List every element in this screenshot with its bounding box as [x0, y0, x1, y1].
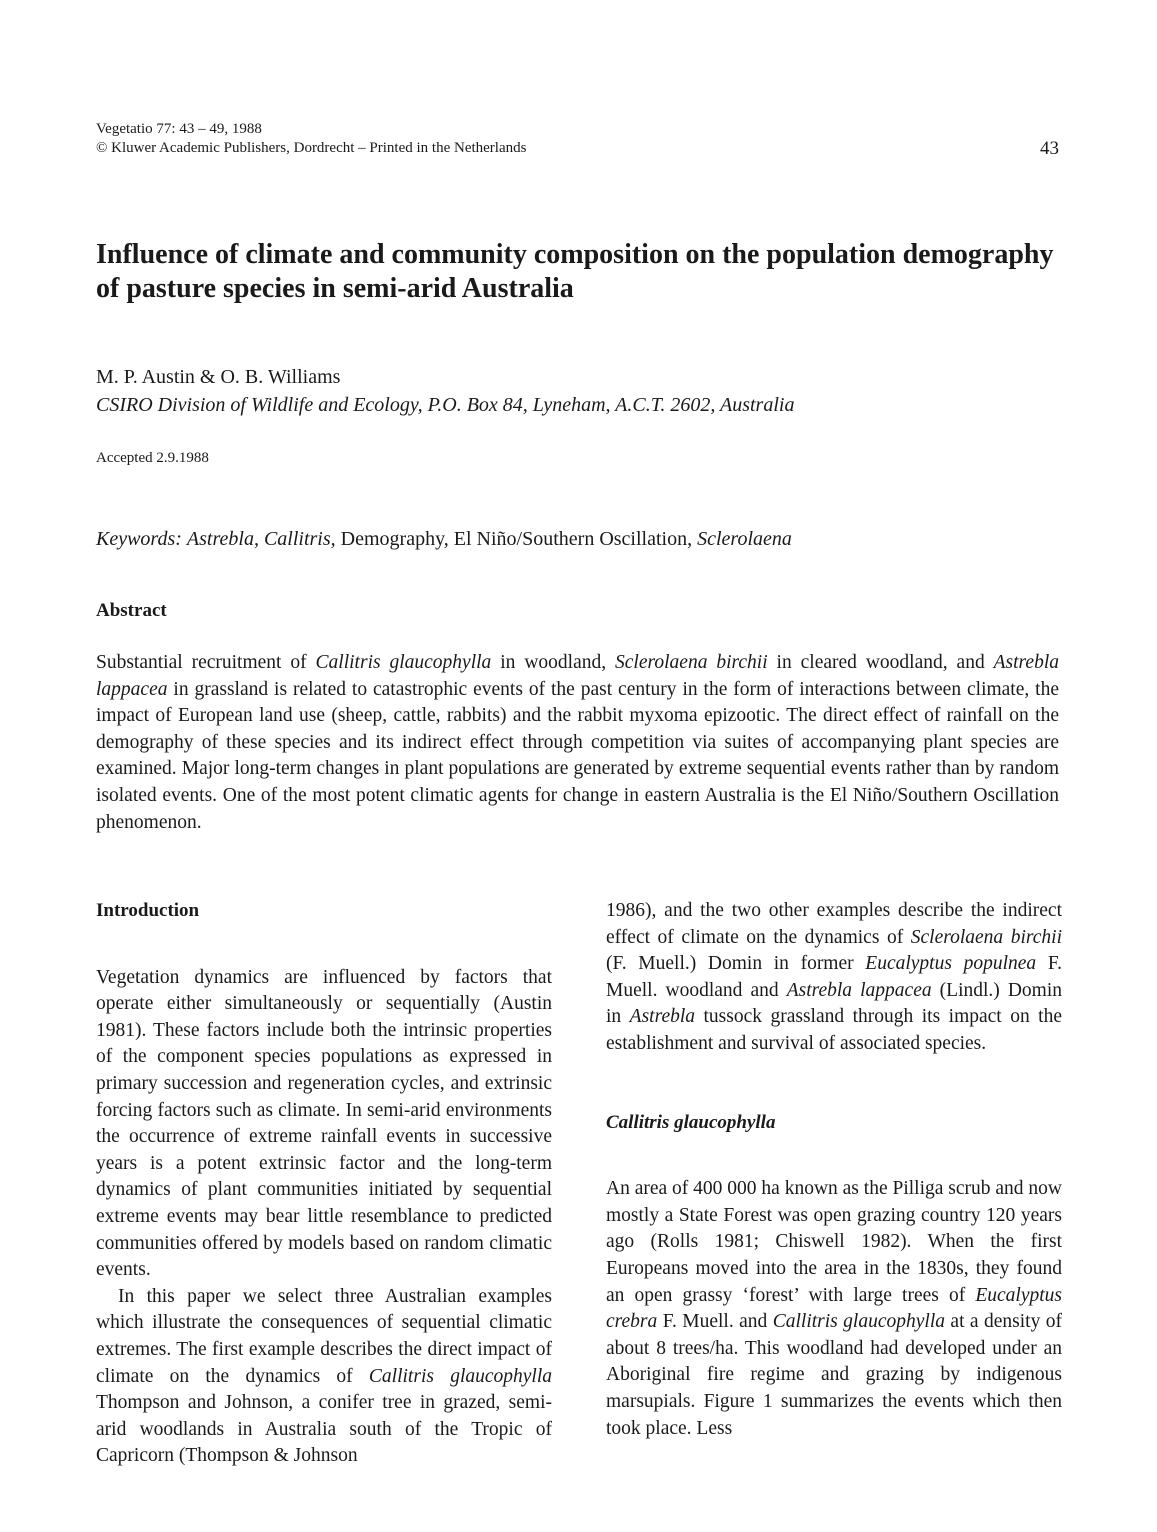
authors: M. P. Austin & O. B. Williams — [96, 366, 341, 388]
keyword: Demography, El Niño/Southern Oscillation, — [340, 528, 693, 550]
page-number: 43 — [1040, 138, 1059, 159]
abstract-text: Substantial recruitment of Callitris glaucophylla in woodland, Sclerolaena birchii in cleared woodland, and Astrebla lappacea in grassland is related to catastrophic events of the past century in the form of interactions between climate, the impact of European land use (sheep, cattle, rabbits) and the rabbit myxoma epizootic. The direct effect of rainfall on the demography of these species and its indirect effect through competition via suites of accompanying plant species are examined. Major long-term changes in plant populations are generated by extreme sequential events rather than by random isolated events. One of the most potent climatic agents for change in eastern Australia is the El Niño/Southern Oscillation phenomenon. — [96, 652, 1059, 833]
accepted-date: Accepted 2.9.1988 — [96, 450, 209, 466]
left-column — [96, 898, 552, 1470]
right-column — [606, 898, 1062, 1442]
introduction-paragraph-continued: 1986), and the two other examples describe the indirect effect of climate on the dynamics of Sclerolaena birchii (F. Muell.) Domin in former Eucalyptus populnea F. Muell. woodland and Astrebla lappacea (Lindl.) Domin in Astrebla tussock grassland through its impact on the establishment and survival of associated species. — [606, 900, 1063, 1054]
keywords-label: Keywords: — [96, 528, 182, 550]
affiliation: CSIRO Division of Wildlife and Ecology, P.O. Box 84, Lyneham, A.C.T. 2602, Australia — [96, 394, 795, 416]
abstract-heading: Abstract — [96, 600, 167, 621]
callitris-heading: Callitris glaucophylla — [606, 1111, 776, 1133]
introduction-heading: Introduction — [96, 900, 200, 921]
introduction-paragraph: In this paper we select three Australian examples which illustrate the consequences of sequential climatic extremes. The first example describes the direct impact of climate on the dynamics of Callitris glaucophylla Thompson and Johnson, a conifer tree in grazed, semi-arid woodlands in Australia south of the Tropic of Capricorn (Thompson & Johnson — [96, 1285, 553, 1467]
keyword: Callitris, — [263, 528, 336, 550]
publisher-line: © Kluwer Academic Publishers, Dordrecht – Printed in the Netherlands — [96, 140, 527, 156]
article-title: Influence of climate and community composition on the population demography of pasture species in semi-arid Australia — [96, 239, 1054, 304]
callitris-paragraph: An area of 400 000 ha known as the Pilliga scrub and now mostly a State Forest was open grazing country 120 years ago (Rolls 1981; Chiswell 1982). When the first Europeans moved into the area in the 1830s, they found an open grassy ‘forest’ with large trees of Eucalyptus crebra F. Muell. and Callitris glaucophylla at a density of about 8 trees/ha. This woodland had developed under an Aboriginal fire regime and grazing by indigenous marsupials. Figure 1 summarizes the events which then took place. Less — [606, 1178, 1062, 1439]
keyword: Astrebla, — [186, 528, 259, 550]
journal-citation: Vegetatio 77: 43 – 49, 1988 — [96, 121, 262, 137]
keyword: Sclerolaena — [697, 528, 792, 550]
introduction-paragraph: Vegetation dynamics are influenced by factors that operate either simultaneously or sequentially (Austin 1981). These factors include both the intrinsic properties of the component species populations as expressed in primary succession and regeneration cycles, and extrinsic forcing factors such as climate. In semi-arid environments the occurrence of extreme rainfall events in successive years is a potent extrinsic factor and the long-term dynamics of plant communities initiated by sequential extreme events may bear little resemblance to predicted communities offered by models based on random climatic events. — [96, 966, 552, 1281]
keywords — [96, 526, 792, 552]
running-header — [96, 120, 526, 158]
